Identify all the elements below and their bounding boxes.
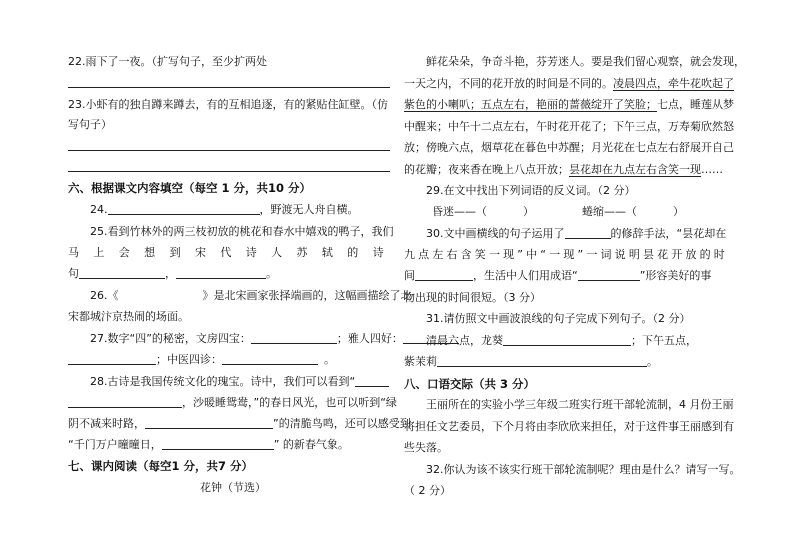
question-28: 28.古诗是我国传统文化的瑰宝。诗中，我们可以看到“ xyxy=(68,374,389,390)
answer-line-22[interactable] xyxy=(68,87,390,88)
wavy-sentence: 凌晨四点，牵牛花吹起了 xyxy=(613,77,734,90)
blank-27d[interactable] xyxy=(222,352,318,365)
question-31: 31.请仿照文中画波浪线的句子完成下列句子。（2 分） xyxy=(426,312,691,325)
passage-line-6: 的花瓣；夜来香在晚上八点开放；昙花却在九点左右含笑一现…… xyxy=(404,163,723,176)
question-30-line3: 间 ，生活中人们用成语“ ”形容美好的事 xyxy=(404,269,712,282)
question-22: 22.雨下了一夜。（扩写句子，至少扩两处 xyxy=(68,55,267,68)
answer-line-23a[interactable] xyxy=(68,150,390,151)
blank-30a[interactable] xyxy=(565,226,611,239)
blank-27c[interactable] xyxy=(68,352,156,365)
question-24: 24. ，野渡无人舟自横。 xyxy=(90,203,359,216)
blank-25a[interactable] xyxy=(79,266,165,279)
blank-27a[interactable] xyxy=(251,331,337,344)
question-31-line3: 紫茉莉 。 xyxy=(404,355,658,368)
question-29: 29.在文中找出下列词语的反义词。（2 分） xyxy=(426,184,636,197)
passage-line-1: 鲜花朵朵，争奇斗艳，芬芳迷人。要是我们留心观察，就会发现， xyxy=(426,55,745,68)
question-25: 25.看到竹林外的两三枝初放的桃花和春水中嬉戏的鸭子，我们 xyxy=(90,225,394,238)
passage-line-2: 一天之内，不同的花开放的时间是不同的。凌晨四点，牵牛花吹起了 xyxy=(404,77,734,90)
passage-title: 花钟（节选） xyxy=(200,481,266,494)
question-25-cont: 马上会想到宋代诗人苏轼的诗 xyxy=(68,246,390,259)
blank-28a-cont[interactable] xyxy=(68,395,182,408)
passage-line-5: 放；傍晚六点，烟草花在暮色中苏醒；月光花在七点左右舒展开自己 xyxy=(404,141,734,154)
question-28-line3: 阴不减来时路， ”的清脆鸟鸣，还可以感受到 xyxy=(68,417,411,430)
question-29-a: 昏迷——（ ） xyxy=(432,205,534,218)
blank-31a[interactable] xyxy=(503,333,631,346)
answer-line-23b[interactable] xyxy=(68,171,390,172)
section-6-title: 六、根据课文内容填空（每空 1 分，共10 分） xyxy=(68,181,312,195)
blank-28a[interactable] xyxy=(355,374,389,387)
question-32: 32.你认为该不该实行班干部轮流制呢？理由是什么？请写一写。 xyxy=(426,463,741,476)
blank-30b[interactable] xyxy=(415,268,473,281)
section-8-title: 八、口语交际（共 3 分） xyxy=(404,377,536,391)
blank-24[interactable] xyxy=(108,202,260,215)
question-26-cont: 宋都城汴京热闹的场面。 xyxy=(68,310,189,323)
question-27-cont: ；中医四诊： 。 xyxy=(68,352,335,368)
blank-30c[interactable] xyxy=(578,268,640,281)
question-23: 23.小虾有的独自蹲来蹲去，有的互相追逐，有的紧贴住缸壁。（仿 xyxy=(68,98,388,111)
blank-31b[interactable] xyxy=(437,354,647,367)
question-25-blanks: 句 ， 。 xyxy=(68,267,277,280)
question-31-line2: 清晨六点，龙葵 ；下午五点， xyxy=(426,334,697,347)
question-23-cont: 写句子） xyxy=(68,118,112,131)
blank-28b[interactable] xyxy=(145,416,273,429)
question-28-line2: ，沙暖睡鸳鸯，”的春日风光，也可以听到“绿 xyxy=(68,395,397,411)
question-30: 30.文中画横线的句子运用了 的修辞手法，“昙花却在 xyxy=(426,227,727,240)
blank-25b[interactable] xyxy=(176,266,266,279)
question-30-line2: 九点左右含笑一现”中“一现”一词说明昙花开放的时 xyxy=(404,248,726,261)
section-8-line1: 王丽所在的实验小学三年级二班实行班干部轮流制，4 月份王丽 xyxy=(426,398,734,411)
passage-line-4: 中醒来；中午十二点左右，午时花开花了；下午三点，万寿菊欣然怒 xyxy=(404,120,734,133)
blank-28c[interactable] xyxy=(162,437,274,450)
question-30-line4: 物出现的时间很短。（3 分） xyxy=(404,291,541,304)
section-8-line2: 将担任文艺委员，下个月将由李欣欣来担任，对于这件事王丽感到有 xyxy=(404,420,734,433)
question-27: 27.数字“四”的秘密，文房四宝： ；雅人四好： xyxy=(68,331,459,347)
underlined-sentence: 昙花却在九点左右含笑一现 xyxy=(569,163,701,176)
section-8-line3: 些失落。 xyxy=(404,441,448,454)
question-26: 26.《 》是北宋画家张择端画的，这幅画描绘了北 xyxy=(90,289,412,302)
wavy-sentence-cont: 紫色的小喇叭；五点左右，艳丽的蔷薇绽开了笑脸； xyxy=(404,98,657,111)
question-32-score: （ 2 分） xyxy=(404,484,451,497)
section-7-title: 七、课内阅读（每空1 分，共7 分） xyxy=(68,459,254,473)
question-29-b: 蜷缩——（ ） xyxy=(582,205,684,218)
passage-line-3: 紫色的小喇叭；五点左右，艳丽的蔷薇绽开了笑脸；七点，睡莲从梦 xyxy=(404,98,734,111)
question-28-line4: “千门万户曈曈日， ” 的新春气象。 xyxy=(68,438,349,451)
